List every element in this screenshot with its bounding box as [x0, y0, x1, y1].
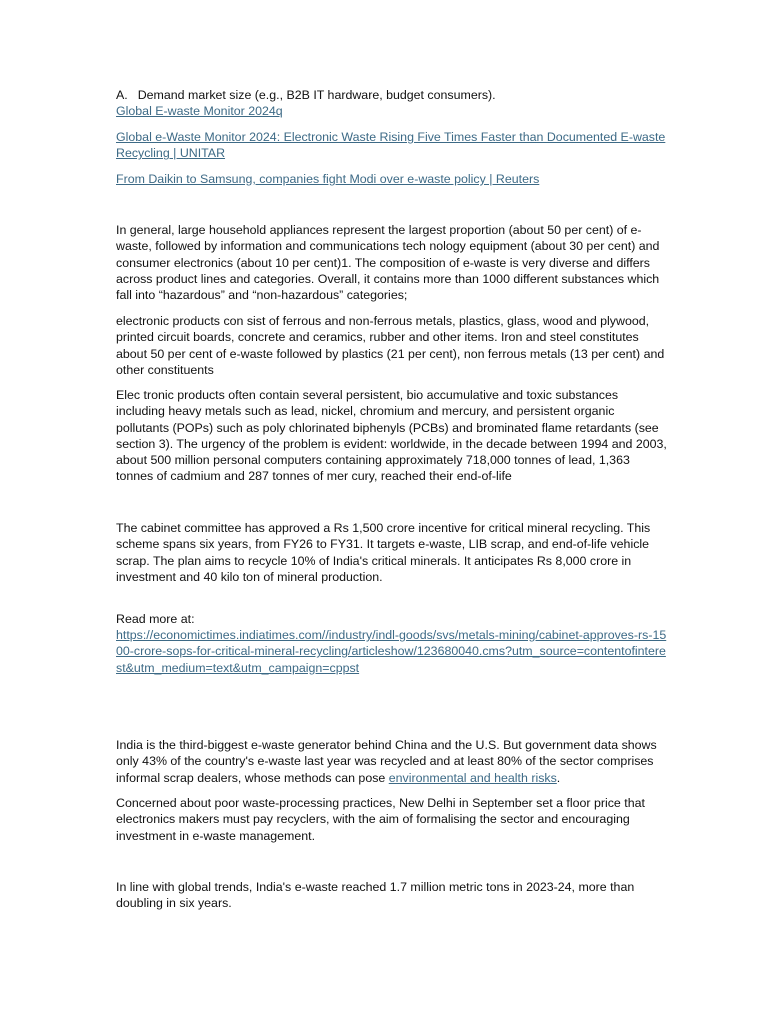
paragraph-composition: In general, large household appliances represent the largest proportion (about 50 per cent) of e-waste, followed by information and communications tech nology equipment (about 30 per cent) and consumer electronics (about 10 per cent)1. The composition of e-waste is very diverse and differs across product lines and categories. Overall, it contains more than 1000 different substances which fall into “hazardous” and “non-hazardous” categories; — [116, 223, 660, 303]
link-unitar-report[interactable]: Global e-Waste Monitor 2024: Electronic Waste Rising Five Times Faster than Documented E-waste Recycling | UNITAR — [116, 130, 666, 161]
paragraph-india-generator-text: India is the third-biggest e-waste generator behind China and the U.S. But government data shows only 43% of the country's e-waste last year was recycled and at least 80% of the sector comprises informal scrap dealers, whose methods can pose — [116, 738, 657, 785]
read-more-label: Read more at: — [116, 612, 195, 626]
heading-text: Demand market size (e.g., B2B IT hardware, budget consumers). — [137, 88, 496, 102]
paragraph-materials: electronic products con sist of ferrous and non-ferrous metals, plastics, glass, wood and plywood, printed circuit boards, concrete and ceramics, rubber and other items. Iron and steel constitutes about 50 per cent of e-waste followed by plastics (21 per cent), non ferrous metals (13 per cent) and other constituents — [116, 314, 665, 377]
link-environmental-health-risks[interactable]: environmental and health risks — [388, 770, 557, 785]
paragraph-india-generator — [116, 737, 668, 786]
link-reuters-article[interactable]: From Daikin to Samsung, companies fight Modi over e-waste policy | Reuters — [116, 172, 540, 186]
paragraph-floor-price: Concerned about poor waste-processing practices, New Delhi in September set a floor price that electronics makers must pay recyclers, with the aim of formalising the sector and encouraging investment in e-waste management. — [116, 796, 645, 843]
heading-marker: A. — [116, 88, 128, 102]
paragraph-ewaste-growth: In line with global trends, India's e-waste reached 1.7 million metric tons in 2023-24, more than doubling in six years. — [116, 880, 635, 911]
paragraph-toxic-substances: Elec tronic products often contain several persistent, bio accumulative and toxic substances including heavy metals such as lead, nickel, chromium and mercury, and persistent organic pollutants (POPs) such as poly chlorinated biphenyls (PCBs) and brominated flame retardants (see section 3). The urgency of the problem is evident: worldwide, in the decade between 1994 and 2003, about 500 million personal computers containing approximately 718,000 tonnes of lead, 1,363 tonnes of cadmium and 287 tonnes of mer cury, reached their end-of-life — [116, 388, 667, 484]
section-heading — [116, 87, 668, 103]
paragraph-cabinet-incentive: The cabinet committee has approved a Rs 1,500 crore incentive for critical mineral recycling. This scheme spans six years, from FY26 to FY31. It targets e-waste, LIB scrap, and end-of-life vehicle scrap. The plan aims to recycle 10% of India's critical minerals. It anticipates Rs 8,000 crore in investment and 40 kilo ton of mineral production. — [116, 521, 651, 584]
paragraph-india-generator-end: . — [556, 770, 561, 785]
link-economic-times[interactable]: https://economictimes.indiatimes.com//industry/indl-goods/svs/metals-mining/cabinet-approves-rs-1500-crore-sops-for-critical-mineral-recycling/articleshow/123680040.cms?utm_source=contentofinterest&utm_medium=text&utm_campaign=cppst — [116, 628, 667, 675]
link-global-ewaste-monitor[interactable]: Global E-waste Monitor 2024q — [116, 104, 283, 118]
